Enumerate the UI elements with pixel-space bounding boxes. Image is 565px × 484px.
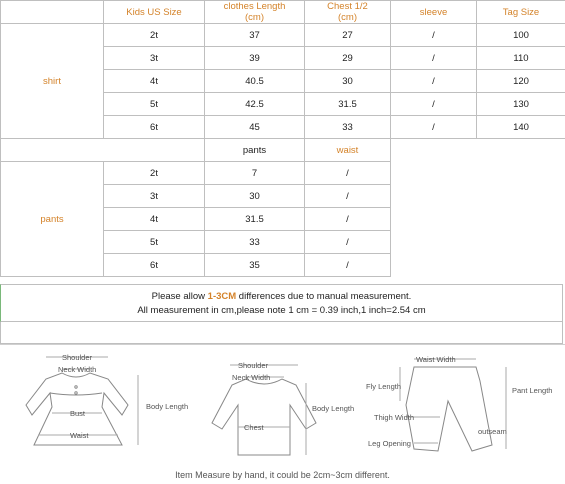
dress-label-bust: Bust	[70, 409, 86, 418]
table-cell: /	[391, 70, 477, 93]
table-cell: /	[305, 208, 391, 231]
header-tag-size: Tag Size	[477, 1, 565, 24]
header-empty	[1, 1, 104, 24]
spacer-row	[0, 322, 563, 344]
pants-illustration	[400, 359, 506, 451]
table-cell: 45	[205, 116, 305, 139]
table-cell: 130	[477, 93, 565, 116]
table-cell-empty	[391, 139, 565, 277]
table-header-row	[1, 1, 565, 24]
table-cell: 3t	[104, 47, 205, 70]
table-cell: 120	[477, 70, 565, 93]
table-cell: 4t	[104, 208, 205, 231]
table-cell: 33	[305, 116, 391, 139]
measurement-note	[0, 284, 563, 322]
measurement-diagram	[0, 344, 565, 484]
table-cell: /	[391, 47, 477, 70]
table-cell: 35	[205, 254, 305, 277]
shirt-label-body-length: Body Length	[312, 404, 354, 413]
header-clothes-length	[205, 1, 305, 24]
header-waist: waist	[305, 139, 391, 162]
header-kids-us-size: Kids US Size	[104, 1, 205, 24]
header-pants: pants	[205, 139, 305, 162]
note-highlight: 1-3CM	[208, 291, 237, 302]
note-line-2: All measurement in cm,please note 1 cm = 0.39 inch,1 inch=2.54 cm	[1, 304, 562, 318]
table-cell: 6t	[104, 254, 205, 277]
table-cell: 2t	[104, 24, 205, 47]
note-line-1-post: differences due to manual measurement.	[236, 291, 411, 302]
pants-label-leg-opening: Leg Opening	[368, 439, 411, 448]
diagram-footer: Item Measure by hand, it could be 2cm~3cm different.	[0, 470, 565, 480]
table-cell: 4t	[104, 70, 205, 93]
table-cell: 37	[205, 24, 305, 47]
table-cell: /	[305, 185, 391, 208]
table-row	[1, 24, 565, 47]
table-cell: 42.5	[205, 93, 305, 116]
table-cell: 39	[205, 47, 305, 70]
table-cell: 110	[477, 47, 565, 70]
pants-label-fly-length: Fly Length	[366, 382, 401, 391]
header-clothes-length-text: clothes Length (cm)	[224, 1, 286, 23]
shirt-label-shoulder: Shoulder	[238, 361, 269, 370]
header-chest-text: Chest 1/2 (cm)	[327, 1, 368, 23]
table-cell: 140	[477, 116, 565, 139]
note-line-1-pre: Please allow	[152, 291, 208, 302]
table-cell: /	[305, 231, 391, 254]
table-cell: /	[391, 93, 477, 116]
dress-label-neck-width: Neck Width	[58, 365, 96, 374]
table-cell: 7	[205, 162, 305, 185]
table-cell: 100	[477, 24, 565, 47]
table-cell: 5t	[104, 231, 205, 254]
pants-label-pant-length: Pant Length	[512, 386, 552, 395]
table-cell: 31.5	[205, 208, 305, 231]
shirt-label-neck-width: Neck Width	[232, 373, 270, 382]
table-cell: /	[391, 24, 477, 47]
garment-illustrations	[0, 345, 565, 470]
pants-label-waist-width: Waist Width	[416, 355, 456, 364]
pants-header-row	[1, 139, 565, 162]
dress-label-shoulder: Shoulder	[62, 353, 93, 362]
pants-section-label: pants	[1, 162, 104, 277]
note-line-1	[1, 290, 562, 304]
table-cell: 2t	[104, 162, 205, 185]
table-cell: /	[305, 254, 391, 277]
pants-label-outseam: outseam	[478, 427, 507, 436]
table-cell: 40.5	[205, 70, 305, 93]
table-cell: 3t	[104, 185, 205, 208]
header-sleeve: sleeve	[391, 1, 477, 24]
table-cell: 5t	[104, 93, 205, 116]
table-cell: 31.5	[305, 93, 391, 116]
table-cell: 30	[305, 70, 391, 93]
dress-label-body-length: Body Length	[146, 402, 188, 411]
shirt-section-label: shirt	[1, 24, 104, 139]
header-chest	[305, 1, 391, 24]
dress-label-waist: Waist	[70, 431, 89, 440]
table-cell: 30	[205, 185, 305, 208]
table-cell: 33	[205, 231, 305, 254]
table-cell: /	[391, 116, 477, 139]
table-cell: 29	[305, 47, 391, 70]
table-cell: /	[305, 162, 391, 185]
table-cell: 27	[305, 24, 391, 47]
shirt-label-chest: Chest	[244, 423, 265, 432]
pants-label-thigh-width: Thigh Width	[374, 413, 414, 422]
table-cell: 6t	[104, 116, 205, 139]
table-cell-empty	[1, 139, 205, 162]
